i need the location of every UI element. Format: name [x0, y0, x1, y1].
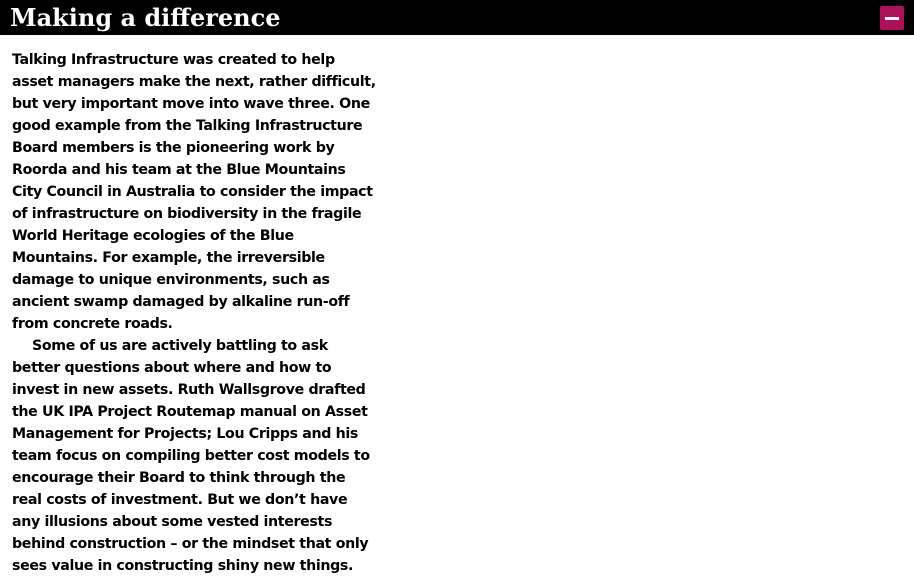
article-body [12, 49, 376, 577]
collapse-button[interactable] [880, 6, 904, 30]
page-title: Making a difference [10, 3, 281, 32]
paragraph: Talking Infrastructure was created to help asset managers make the next, rather difficult, but very important move into wave three. One good example from the Talking Infrastructure Board members is the pioneering work by Roorda and his team at the Blue Mountains City Council in Australia to consider the impact of infrastructure on biodiversity in the fragile World Heritage ecologies of the Blue Mountains. For example, the irreversible damage to unique environments, such as ancient swamp damaged by alkaline run-off from concrete roads. [12, 52, 376, 332]
minus-icon [885, 17, 899, 20]
header-bar [0, 0, 914, 35]
paragraph: Some of us are actively battling to ask better questions about where and how to invest in new assets. Ruth Wallsgrove drafted the UK IPA Project Routemap manual on Asset Management for Projects; Lou Cripps and his team focus on compiling better cost models to encourage their Board to think through the real costs of investment. But we don’t have any illusions about some vested interests behind construction – or the mindset that only sees value in constructing shiny new things. [12, 338, 370, 574]
